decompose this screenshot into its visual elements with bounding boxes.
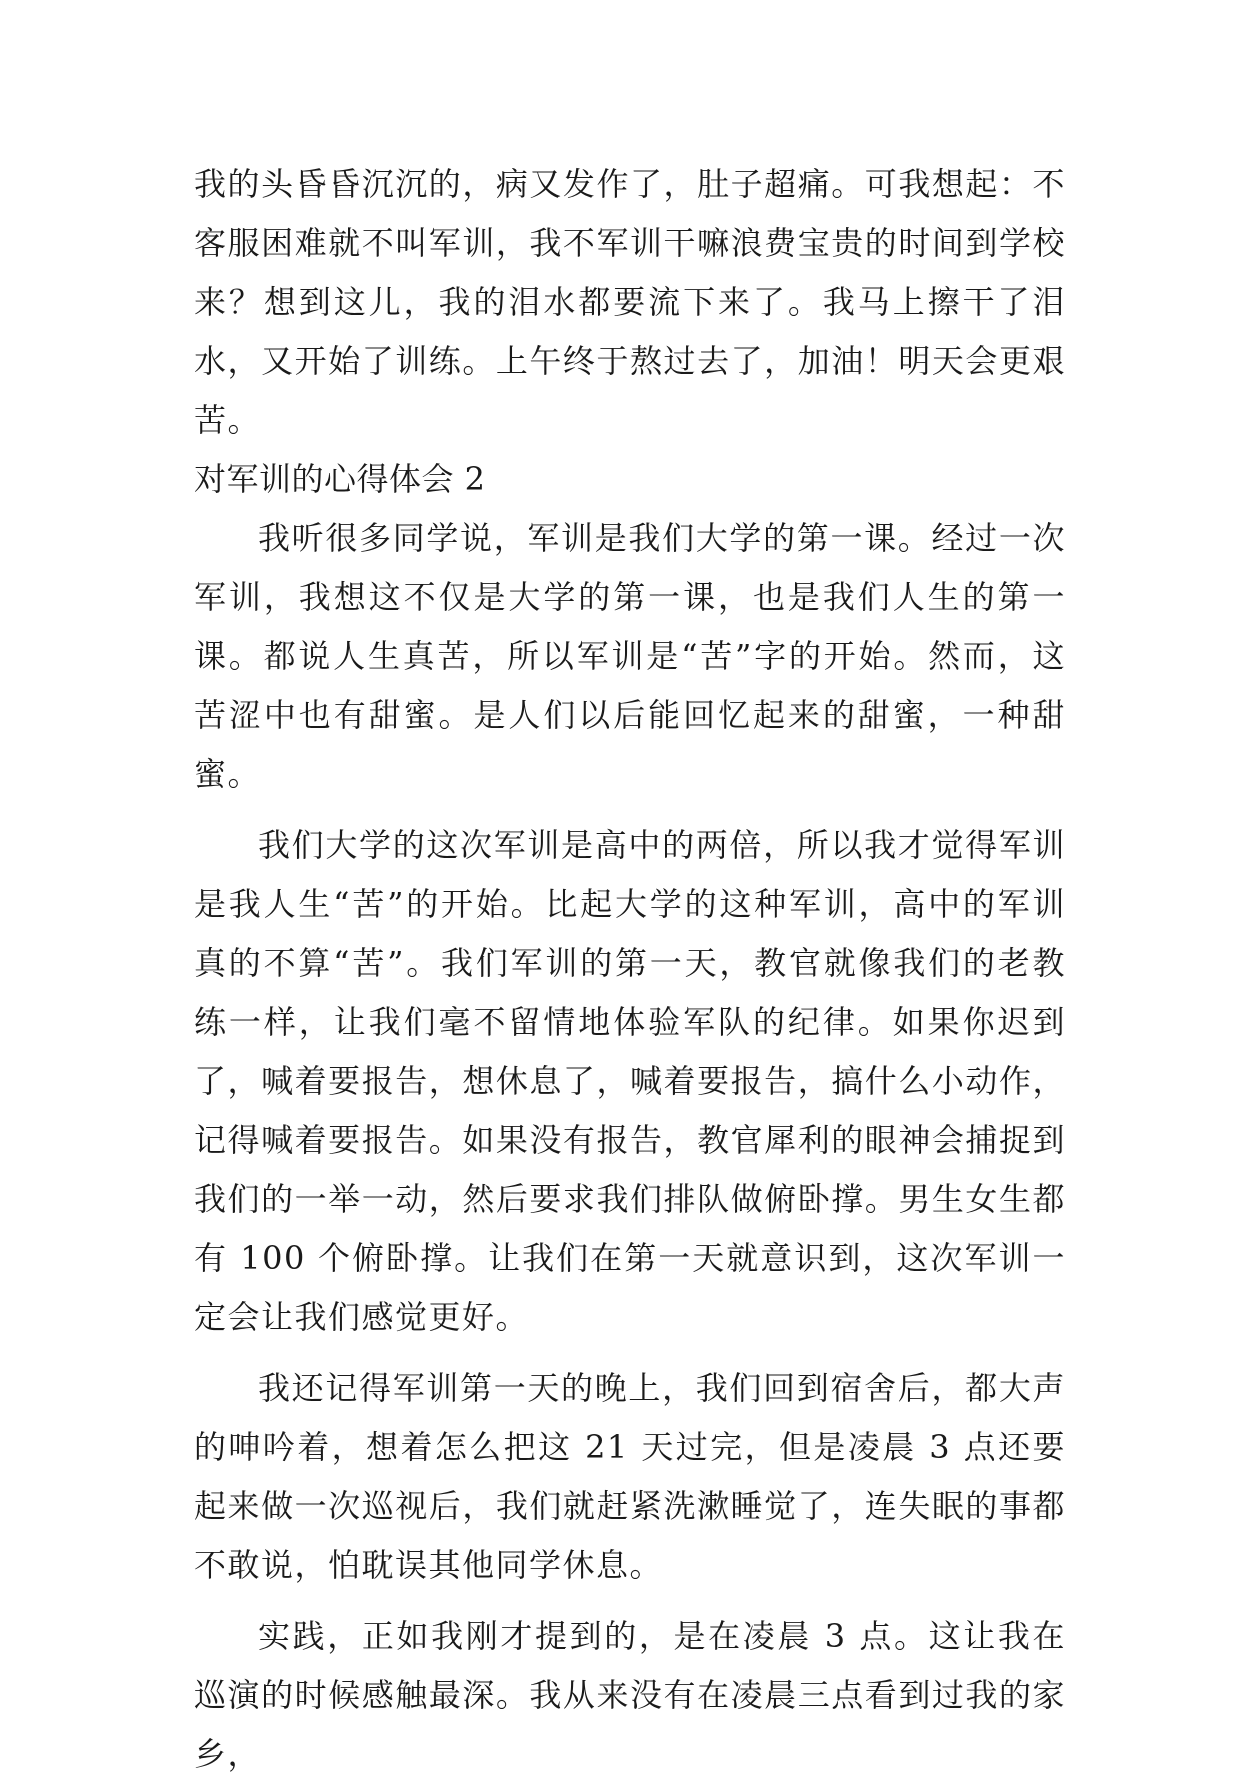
paragraph-2: 我们大学的这次军训是高中的两倍，所以我才觉得军训是我人生“苦”的开始。比起大学的这种军训，高中的军训真的不算“苦”。我们军训的第一天，教官就像我们的老教练一样，让我们毫不留情地体验军队的纪律。如果你迟到了，喊着要报告，想休息了，喊着要报告，搞什么小动作，记得喊着要报告。如果没有报告，教官犀利的眼神会捕捉到我们的一举一动，然后要求我们排队做俯卧撑。男生女生都有 100 个俯卧撑。让我们在第一天就意识到，这次军训一定会让我们感觉更好。 (194, 826, 1066, 1336)
paragraph-1: 我听很多同学说，军训是我们大学的第一课。经过一次军训，我想这不仅是大学的第一课，也是我们人生的第一课。都说人生真苦，所以军训是“苦”字的开始。然而，这苦涩中也有甜蜜。是人们以后能回忆起来的甜蜜，一种甜蜜。 (194, 519, 1066, 793)
document-body (194, 155, 1066, 1784)
paragraph-4: 实践，正如我刚才提到的，是在凌晨 3 点。这让我在巡演的时候感触最深。我从来没有在凌晨三点看到过我的家乡， (194, 1617, 1066, 1773)
section-title: 对军训的心得体会 2 (194, 460, 486, 498)
paragraph-3: 我还记得军训第一天的晚上，我们回到宿舍后，都大声的呻吟着，想着怎么把这 21 天过完，但是凌晨 3 点还要起来做一次巡视后，我们就赶紧洗漱睡觉了，连失眠的事都不敢说，怕耽误其他同学休息。 (194, 1369, 1066, 1584)
intro-paragraph: 我的头昏昏沉沉的，病又发作了，肚子超痛。可我想起：不客服困难就不叫军训，我不军训干嘛浪费宝贵的时间到学校来？想到这儿，我的泪水都要流下来了。我马上擦干了泪水，又开始了训练。上午终于熬过去了，加油！明天会更艰苦。 (194, 165, 1066, 439)
